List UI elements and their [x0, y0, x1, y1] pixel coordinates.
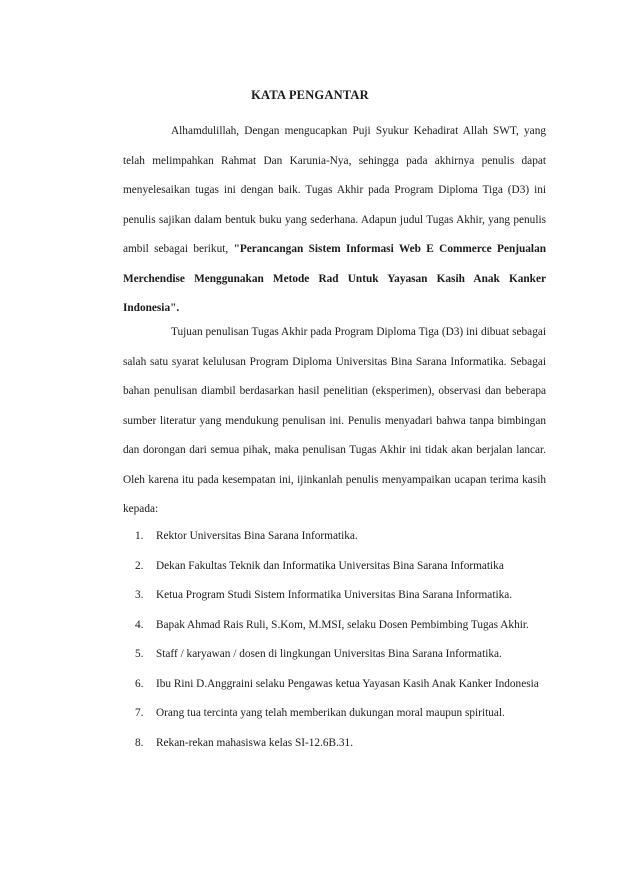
list-item-number: 4.	[135, 618, 144, 631]
paragraph-intro-text: Alhamdulillah, Dengan mengucapkan Puji Syukur Kehadirat Allah SWT, yang telah melimpahkan Rahmat Dan Karunia-Nya, sehingga pada akhirnya penulis dapat menyelesaikan tugas ini dengan baik. Tugas Akhir pada Program Diploma Tiga (D3) ini penulis sajikan dalam bentuk buku yang sederhana. Adapun judul Tugas Akhir, yang penulis ambil sebagai berikut,	[123, 125, 546, 255]
list-item-number: 5.	[135, 648, 144, 660]
list-item-number: 1.	[135, 530, 144, 542]
list-item-number: 8.	[135, 736, 144, 749]
list-item	[123, 729, 546, 759]
list-item-text: Ibu Rini D.Anggraini selaku Pengawas ketua Yayasan Kasih Anak Kanker Indonesia	[156, 677, 539, 690]
paragraph-purpose: Tujuan penulisan Tugas Akhir pada Program Diploma Tiga (D3) ini dibuat sebagai salah satu syarat kelulusan Program Diploma Universitas Bina Sarana Informatika. Sebagai bahan penulisan diambil berdasarkan hasil penelitian (eksperimen), observasi dan beberapa sumber literatur yang mendukung penulisan ini. Penulis menyadari bahwa tanpa bimbingan dan dorongan dari semua pihak, maka penulisan Tugas Akhir ini tidak akan berjalan lancar. Oleh karena itu pada kesempatan ini, ijinkanlah penulis menyampaikan ucapan terima kasih kepada:	[123, 326, 546, 515]
list-item	[123, 611, 546, 641]
list-item-text: Rekan-rekan mahasiswa kelas SI-12.6B.31.	[156, 736, 354, 749]
list-item-text: Dekan Fakultas Teknik dan Informatika Universitas Bina Sarana Informatika	[156, 559, 504, 572]
list-item-number: 7.	[135, 707, 144, 719]
list-item	[123, 552, 546, 582]
list-item-text: Staff / karyawan / dosen di lingkungan Universitas Bina Sarana Informatika.	[156, 648, 502, 660]
list-item	[123, 581, 546, 611]
thanks-list	[123, 522, 546, 758]
list-item	[123, 670, 546, 700]
page-title: KATA PENGANTAR	[251, 88, 369, 102]
thesis-title: "Perancangan Sistem Informasi Web E Commerce Penjualan Merchendise Menggunakan Metode Rad Untuk Yayasan Kasih Anak Kanker Indonesia".	[123, 243, 547, 314]
list-item	[123, 640, 546, 670]
list-item-number: 6.	[135, 677, 144, 690]
list-item-text: Ketua Program Studi Sistem Informatika Universitas Bina Sarana Informatika.	[156, 589, 513, 601]
list-item-text: Rektor Universitas Bina Sarana Informatika.	[156, 530, 358, 542]
list-item	[123, 699, 546, 729]
list-item-number: 2.	[135, 559, 144, 572]
list-item-number: 3.	[135, 589, 144, 601]
list-item-text: Bapak Ahmad Rais Ruli, S.Kom, M.MSI, selaku Dosen Pembimbing Tugas Akhir.	[156, 618, 529, 631]
list-item	[123, 522, 546, 552]
paragraph-intro	[123, 117, 546, 324]
list-item-text: Orang tua tercinta yang telah memberikan dukungan moral maupun spiritual.	[156, 707, 505, 719]
